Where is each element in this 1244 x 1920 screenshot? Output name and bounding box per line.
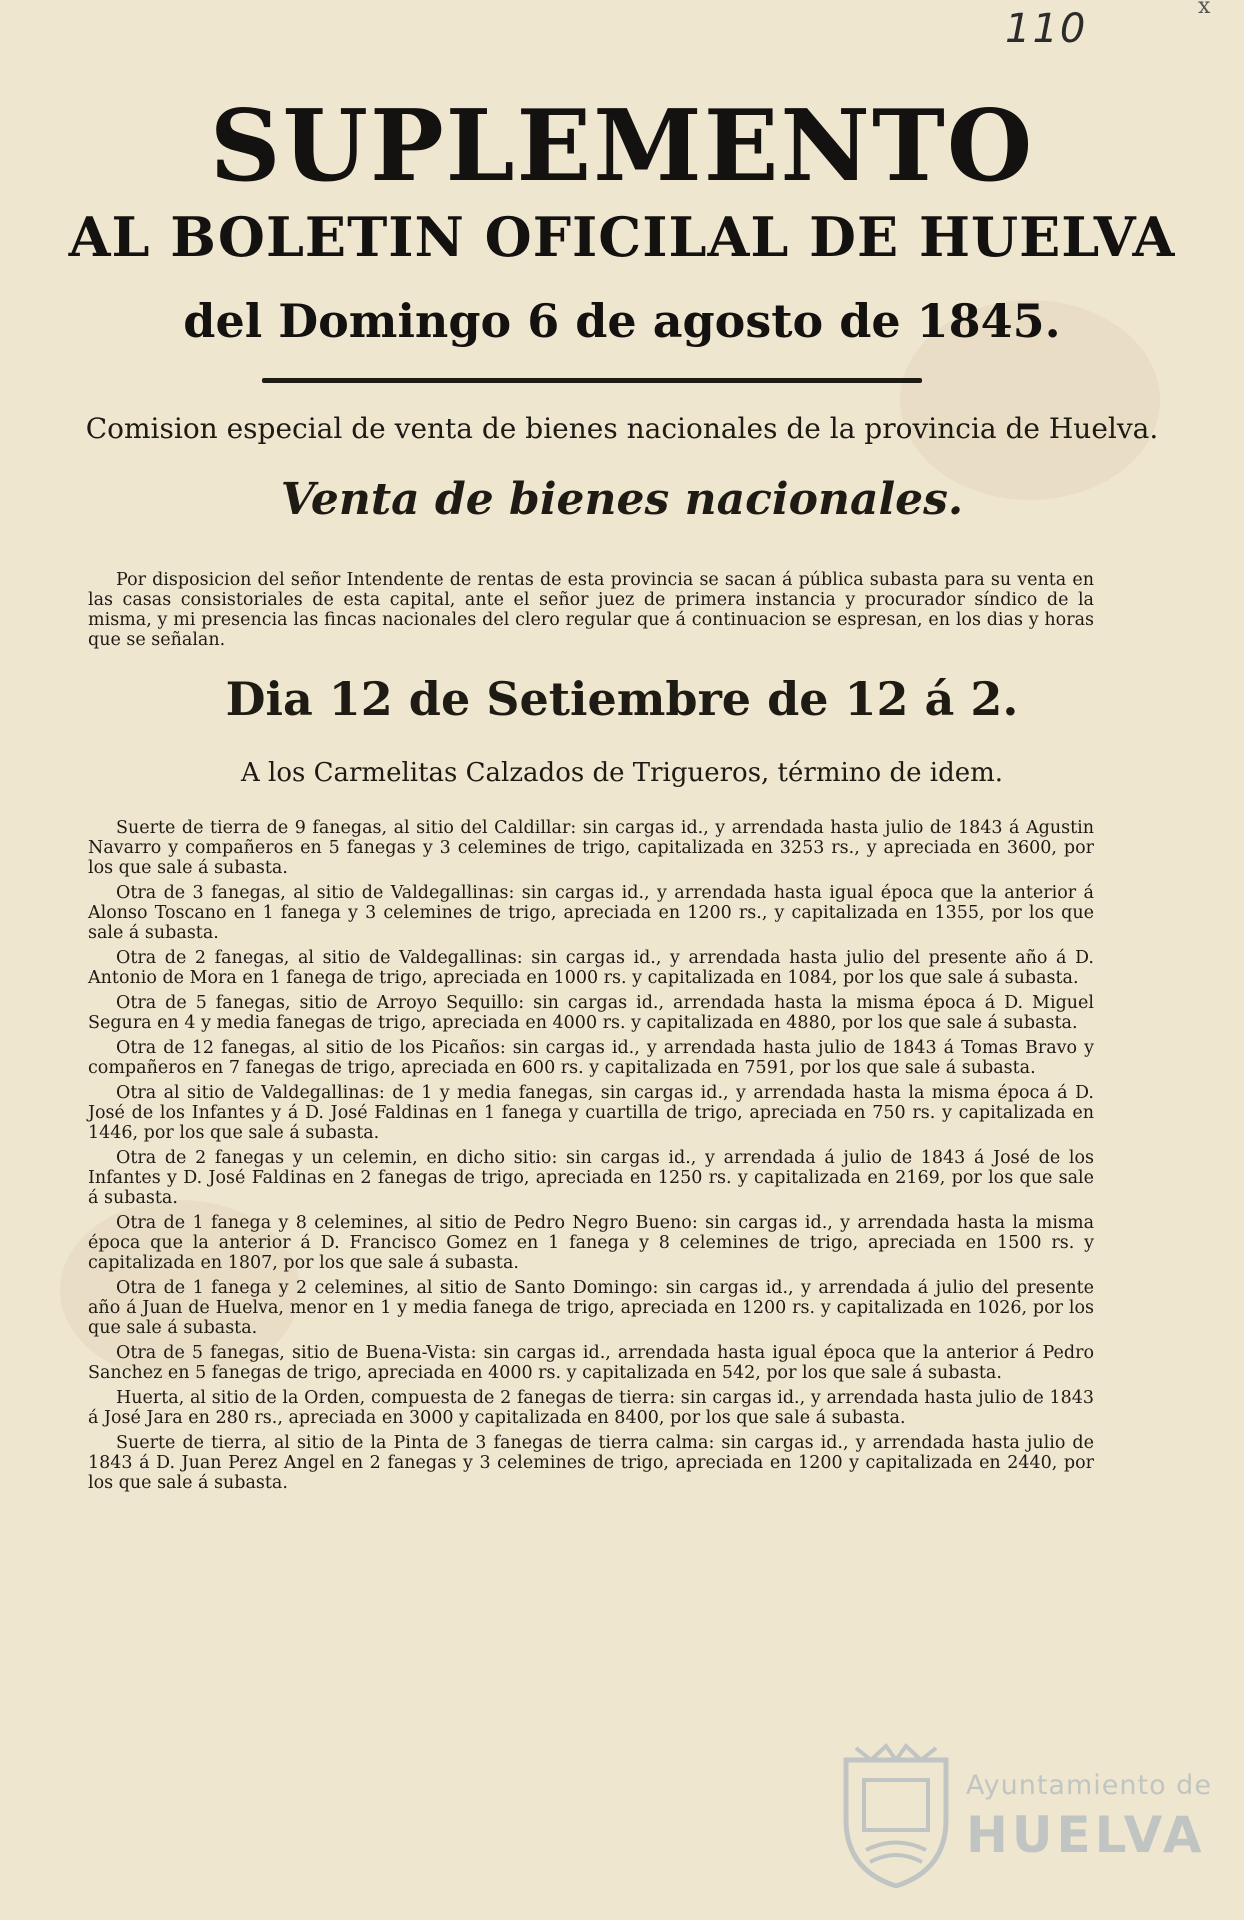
title-rule (262, 378, 922, 383)
lot-entry: Huerta, al sitio de la Orden, compuesta de 2 fanegas de tierra: sin cargas id., y arrendada hasta julio de 1843 á José Jara en 280 rs., apreciada en 3000 y capitalizada en 8400, por los que sale á subasta. (88, 1388, 1094, 1428)
watermark-big-text: HUELVA (966, 1806, 1206, 1864)
lot-entry: Suerte de tierra de 9 fanegas, al sitio del Caldillar: sin cargas id., y arrendada hasta julio de 1843 á Agustin Navarro y compañeros en 5 fanegas y 3 celemines de trigo, capitalizada en 3253 rs., y apreciada en 3600, por los que sale á subasta. (88, 818, 1094, 878)
document-title: SUPLEMENTO (209, 89, 1035, 204)
document-subtitle: AL BOLETIN OFICILAL DE HUELVA (68, 205, 1176, 269)
city-shield-icon (836, 1740, 956, 1888)
lot-entry: Otra al sitio de Valdegallinas: de 1 y media fanegas, sin cargas id., y arrendada hasta la misma época á D. José de los Infantes y á D. José Faldinas en 1 fanega y cuartilla de trigo, apreciada en 750 rs. y capitalizada en 1446, por los que sale á subasta. (88, 1083, 1094, 1143)
lot-entry: Otra de 2 fanegas, al sitio de Valdegallinas: sin cargas id., y arrendada hasta julio del presente año á D. Antonio de Mora en 1 fanega de trigo, apreciada en 1000 rs. y capitalizada en 1084, por los que sale á subasta. (88, 948, 1094, 988)
lot-entry: Otra de 5 fanegas, sitio de Arroyo Sequillo: sin cargas id., arrendada hasta la misma época á D. Miguel Segura en 4 y media fanegas de trigo, apreciada en 4000 rs. y capitalizada en 4880, por los que sale á subasta. (88, 993, 1094, 1033)
lot-entry: Otra de 1 fanega y 8 celemines, al sitio de Pedro Negro Bueno: sin cargas id., y arrendada hasta la misma época que la anterior á D. Francisco Gomez en 1 fanega y 8 celemines de trigo, apreciada en 1500 rs. y capitalizada en 1807, por los que sale á subasta. (88, 1213, 1094, 1273)
commission-line: Comision especial de venta de bienes nacionales de la provincia de Huelva. (85, 412, 1159, 445)
lot-entry: Otra de 3 fanegas, al sitio de Valdegallinas: sin cargas id., y arrendada hasta igual época que la anterior á Alonso Toscano en 1 fanega y 3 celemines de trigo, apreciada en 1200 rs., y capitalizada en 1355, por los que sale á subasta. (88, 883, 1094, 943)
lot-entry: Suerte de tierra, al sitio de la Pinta de 3 fanegas de tierra calma: sin cargas id., y arrendada hasta julio de 1843 á D. Juan Perez Angel en 2 fanegas y 3 celemines de trigo, apreciada en 1200 y capitalizada en 2440, por los que sale á subasta. (88, 1433, 1094, 1493)
ayuntamiento-watermark (836, 1740, 1212, 1890)
corner-mark: x (1198, 0, 1211, 19)
lot-entry: Otra de 5 fanegas, sitio de Buena-Vista: sin cargas id., arrendada hasta igual época que la anterior á Pedro Sanchez en 5 fanegas de trigo, apreciada en 4000 rs. y capitalizada en 542, por los que sale á subasta. (88, 1343, 1094, 1383)
lot-entry: Otra de 12 fanegas, al sitio de los Picaños: sin cargas id., y arrendada hasta julio de 1843 á Tomas Bravo y compañeros en 7 fanegas de trigo, apreciada en 600 rs. y capitalizada en 7591, por los que sale á subasta. (88, 1038, 1094, 1078)
lots-list (88, 818, 1094, 1498)
day-heading: Dia 12 de Setiembre de 12 á 2. (225, 672, 1019, 726)
lot-entry: Otra de 2 fanegas y un celemin, en dicho sitio: sin cargas id., y arrendada á julio de 1843 á José de los Infantes y D. José Faldinas en 2 fanegas de trigo, apreciada en 1250 rs. y capitalizada en 2169, por los que sale á subasta. (88, 1148, 1094, 1208)
place-heading: A los Carmelitas Calzados de Trigueros, término de idem. (240, 758, 1004, 788)
watermark-small-text: Ayuntamiento de (966, 1770, 1212, 1801)
document-date: del Domingo 6 de agosto de 1845. (183, 294, 1061, 348)
intro-paragraph: Por disposicion del señor Intendente de rentas de esta provincia se sacan á pública subasta para su venta en las casas consistoriales de esta capital, ante el señor juez de primera instancia y procurador síndico de la misma, y mi presencia las fincas nacionales del clero regular que á continuacion se espresan, en los dias y horas que se señalan. (88, 569, 1094, 650)
folio-number: 110 (1005, 6, 1088, 52)
section-heading: Venta de bienes nacionales. (280, 474, 964, 525)
lot-entry: Otra de 1 fanega y 2 celemines, al sitio de Santo Domingo: sin cargas id., y arrendada á julio del presente año á Juan de Huelva, menor en 1 y media fanega de trigo, apreciada en 1200 rs. y capitalizada en 1026, por los que sale á subasta. (88, 1278, 1094, 1338)
